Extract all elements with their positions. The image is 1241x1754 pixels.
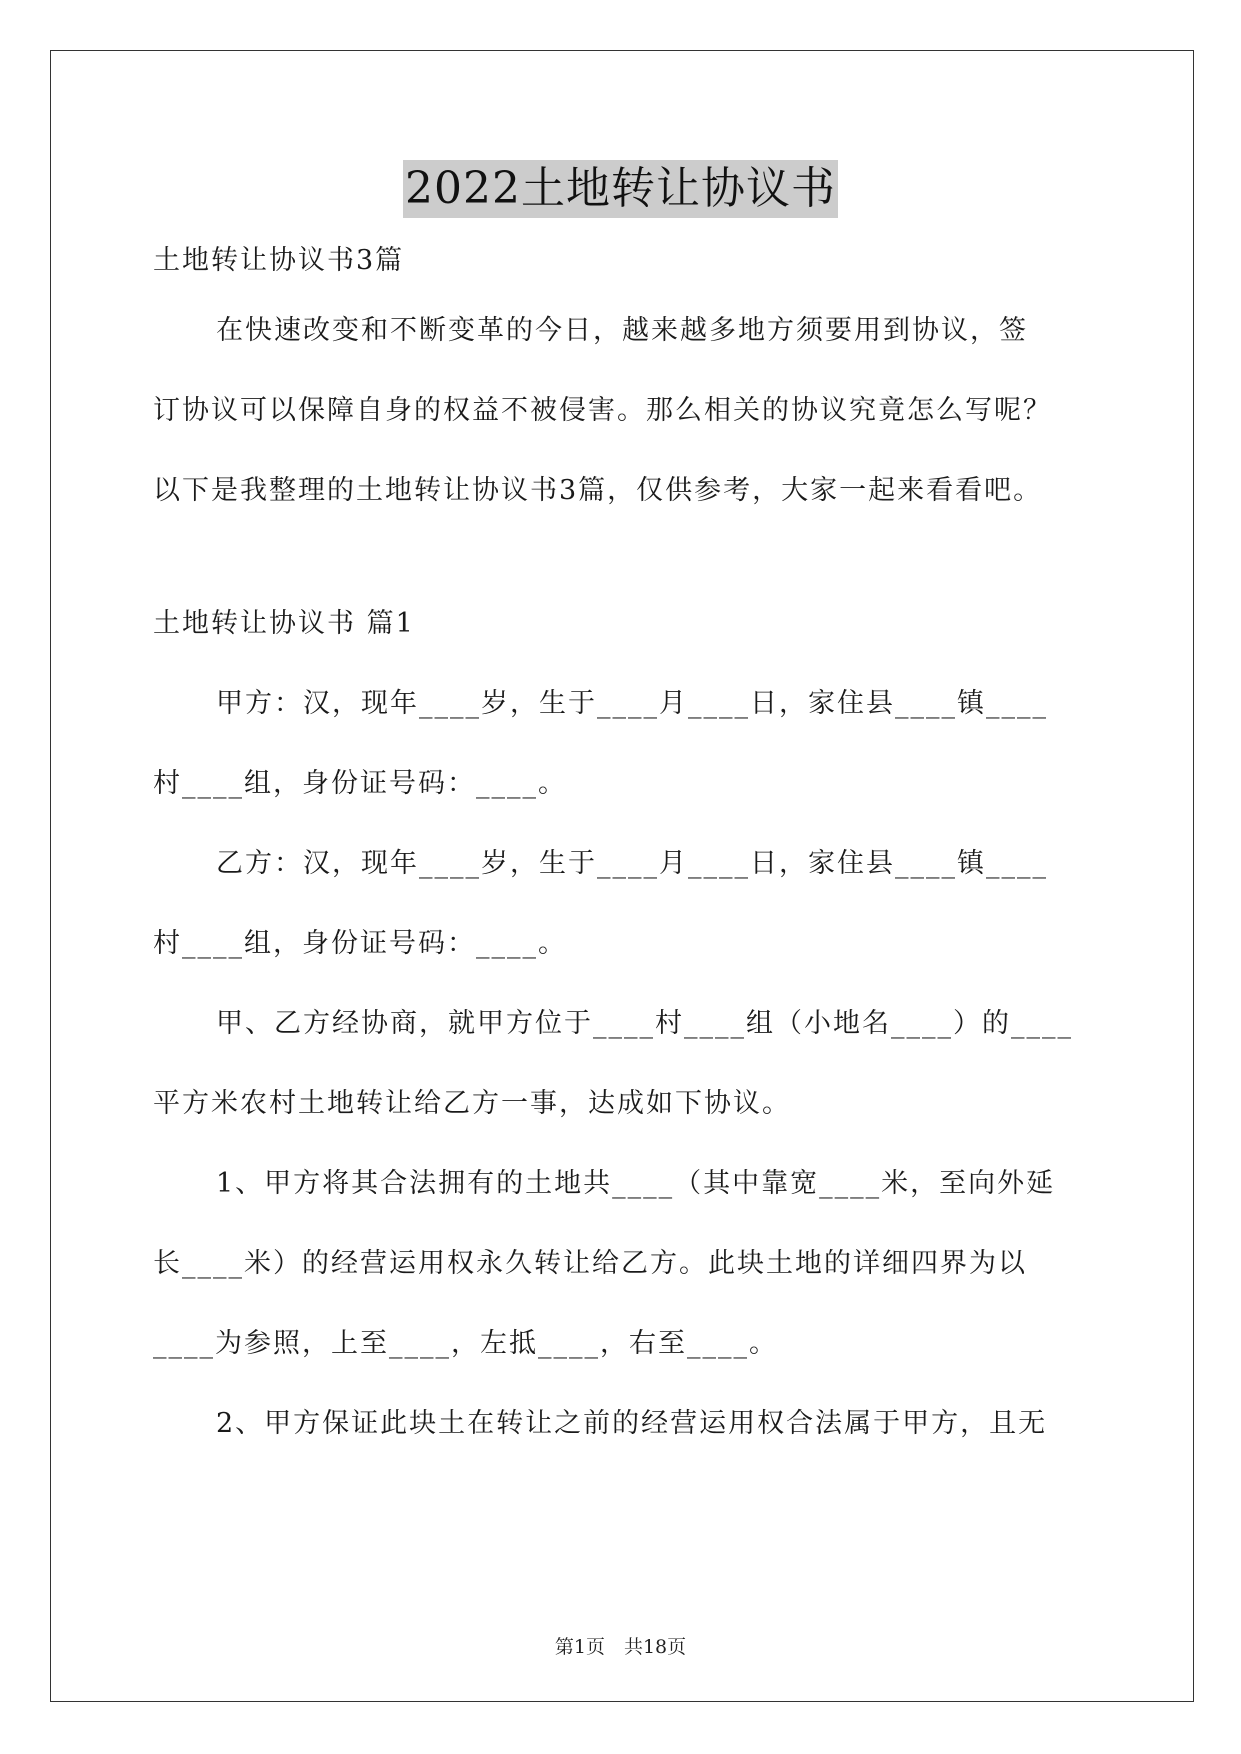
paragraph-line: 甲方：汉，现年____岁，生于____月____日，家住县____镇____ (216, 688, 1048, 719)
subtitle-line: 土地转让协议书3篇 (153, 245, 405, 276)
paragraph-line: 2、甲方保证此块土在转让之前的经营运用权合法属于甲方，且无 (216, 1408, 1048, 1439)
paragraph-line: 村____组，身份证号码：____。 (153, 768, 567, 799)
paragraph-line: 长____米）的经营运用权永久转让给乙方。此块土地的详细四界为以 (153, 1248, 1027, 1279)
paragraph-line: 甲、乙方经协商，就甲方位于____村____组（小地名____）的____ (216, 1008, 1073, 1039)
document-title: 2022土地转让协议书 (403, 160, 838, 218)
paragraph-line: 村____组，身份证号码：____。 (153, 928, 567, 959)
paragraph-line: 在快速改变和不断变革的今日，越来越多地方须要用到协议，签 (216, 315, 1028, 346)
paragraph-line: 以下是我整理的土地转让协议书3篇，仅供参考，大家一起来看看吧。 (153, 475, 1043, 506)
title-container (0, 160, 1241, 218)
paragraph-line: 1、甲方将其合法拥有的土地共____（其中靠宽____米，至向外延 (216, 1168, 1056, 1199)
paragraph-line: ____为参照，上至____，左抵____，右至____。 (153, 1328, 778, 1359)
paragraph-line: 平方米农村土地转让给乙方一事，达成如下协议。 (153, 1088, 791, 1119)
paragraph-line: 订协议可以保障自身的权益不被侵害。那么相关的协议究竟怎么写呢？ (153, 395, 1052, 426)
paragraph-line: 乙方：汉，现年____岁，生于____月____日，家住县____镇____ (216, 848, 1048, 879)
section-heading: 土地转让协议书 篇1 (153, 608, 415, 639)
page-footer: 第1页 共18页 (554, 1636, 687, 1658)
